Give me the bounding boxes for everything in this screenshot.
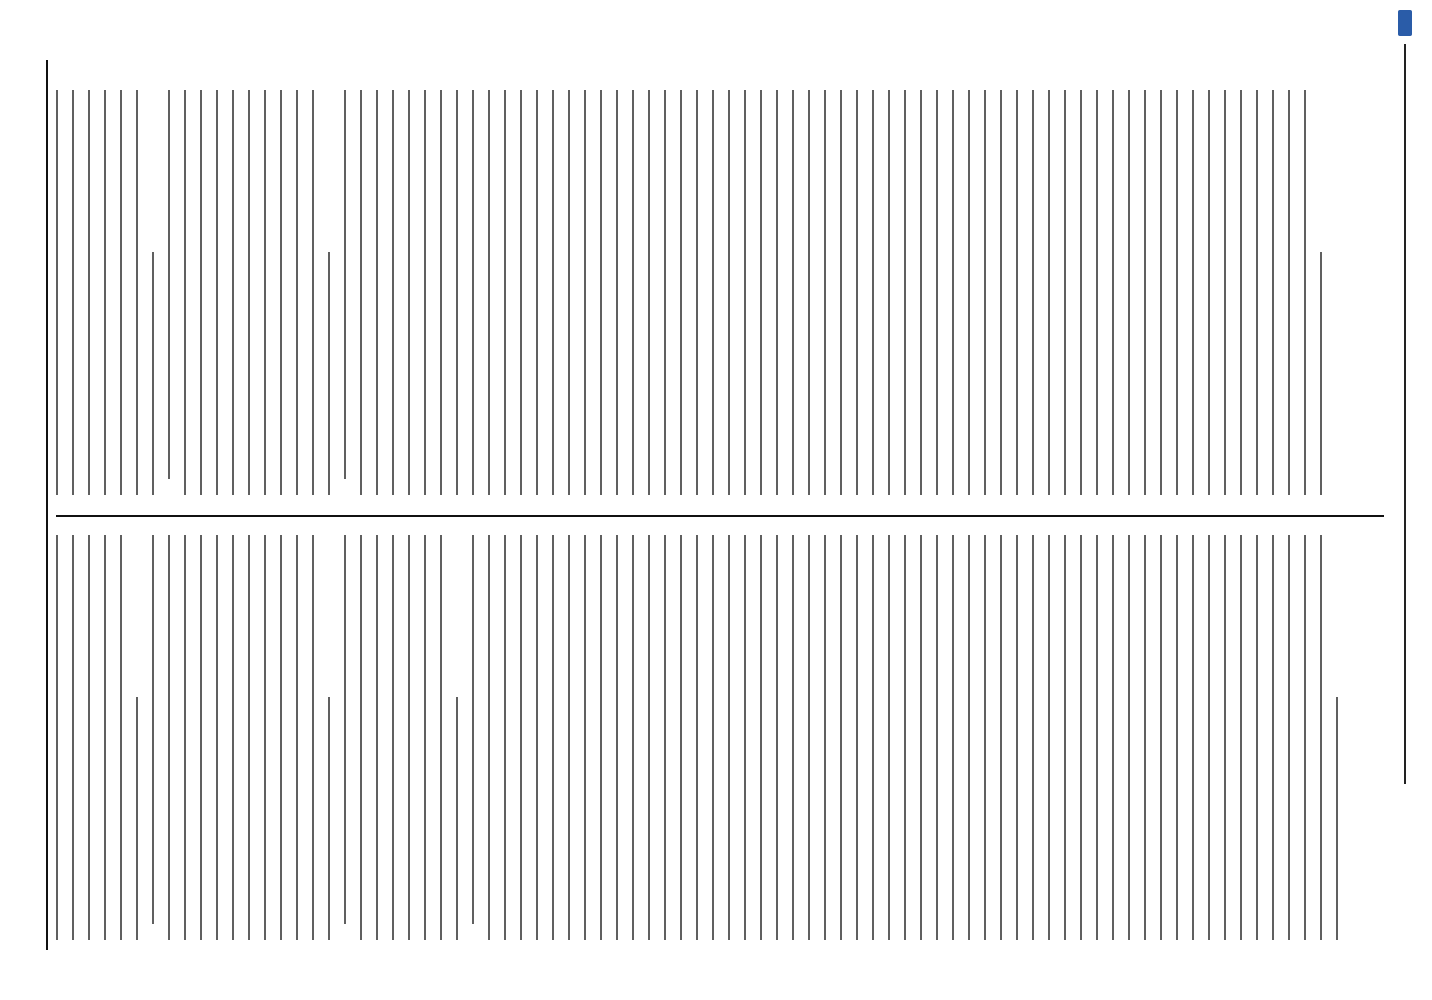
text-line <box>616 535 618 940</box>
text-line <box>568 535 570 940</box>
text-line <box>1000 90 1002 495</box>
text-line <box>712 535 714 940</box>
text-line <box>920 535 922 940</box>
text-line <box>952 535 954 940</box>
text-line <box>296 535 298 940</box>
text-line <box>136 697 138 940</box>
text-line <box>1144 535 1146 940</box>
left-column <box>56 535 1388 940</box>
text-line <box>72 90 74 495</box>
text-line <box>312 90 314 495</box>
text-line <box>1176 535 1178 940</box>
text-line <box>840 535 842 940</box>
text-line <box>1224 90 1226 495</box>
left-column-text <box>56 535 1352 940</box>
text-line <box>1112 535 1114 940</box>
text-line <box>56 90 58 495</box>
text-line <box>200 535 202 940</box>
text-line <box>696 90 698 495</box>
text-line <box>1208 90 1210 495</box>
right-column <box>56 90 1388 495</box>
text-line <box>536 535 538 940</box>
text-line <box>456 697 458 940</box>
text-line <box>808 535 810 940</box>
text-line <box>824 535 826 940</box>
text-line <box>344 535 346 924</box>
text-line <box>1256 535 1258 940</box>
text-line <box>136 90 138 495</box>
text-line <box>1112 90 1114 495</box>
text-line <box>392 90 394 495</box>
text-line <box>152 535 154 924</box>
text-line <box>520 90 522 495</box>
text-line <box>1176 90 1178 495</box>
text-line <box>648 535 650 940</box>
text-line <box>360 90 362 495</box>
text-line <box>936 90 938 495</box>
text-line <box>1272 535 1274 940</box>
text-line <box>376 90 378 495</box>
text-line <box>952 90 954 495</box>
text-line <box>120 90 122 495</box>
text-line <box>1160 535 1162 940</box>
text-line <box>88 535 90 940</box>
text-line <box>1128 535 1130 940</box>
text-line <box>1320 252 1322 495</box>
text-line <box>1032 90 1034 495</box>
text-line <box>296 90 298 495</box>
text-line <box>984 90 986 495</box>
text-line <box>568 90 570 495</box>
text-line <box>888 90 890 495</box>
text-line <box>72 535 74 940</box>
text-line <box>872 90 874 495</box>
text-line <box>1288 90 1290 495</box>
text-line <box>328 697 330 940</box>
text-line <box>312 535 314 940</box>
text-line <box>184 535 186 940</box>
text-line <box>168 90 170 479</box>
text-line <box>184 90 186 495</box>
text-line <box>408 535 410 940</box>
sidebar-note <box>1402 24 1416 984</box>
text-line <box>1048 535 1050 940</box>
text-line <box>120 535 122 940</box>
text-line <box>56 535 58 940</box>
text-line <box>1192 535 1194 940</box>
text-line <box>328 252 330 495</box>
text-line <box>104 535 106 940</box>
text-line <box>792 535 794 940</box>
text-line <box>280 535 282 940</box>
text-line <box>776 90 778 495</box>
text-line <box>696 535 698 940</box>
text-line <box>1064 535 1066 940</box>
text-line <box>536 90 538 495</box>
text-line <box>1016 90 1018 495</box>
text-line <box>920 90 922 495</box>
text-line <box>552 90 554 495</box>
text-line <box>648 90 650 495</box>
text-line <box>872 535 874 940</box>
text-line <box>1128 90 1130 495</box>
text-line <box>984 535 986 940</box>
text-line <box>88 90 90 495</box>
text-line <box>248 535 250 940</box>
text-line <box>904 90 906 495</box>
text-line <box>1304 90 1306 495</box>
text-line <box>856 90 858 495</box>
text-line <box>888 535 890 940</box>
text-line <box>264 90 266 495</box>
text-line <box>1256 90 1258 495</box>
text-line <box>520 535 522 940</box>
text-line <box>728 535 730 940</box>
text-line <box>904 535 906 940</box>
text-line <box>456 90 458 495</box>
text-line <box>504 535 506 940</box>
text-line <box>760 535 762 940</box>
text-line <box>360 535 362 940</box>
text-line <box>552 535 554 940</box>
text-line <box>1000 535 1002 940</box>
text-line <box>1336 697 1338 940</box>
text-line <box>488 535 490 940</box>
text-line <box>680 90 682 495</box>
page-header <box>8 60 42 950</box>
text-line <box>104 90 106 495</box>
text-line <box>968 90 970 495</box>
header-rule <box>46 60 48 950</box>
text-line <box>792 90 794 495</box>
text-line <box>232 90 234 495</box>
text-line <box>744 535 746 940</box>
text-line <box>1080 535 1082 940</box>
text-line <box>760 90 762 495</box>
text-line <box>744 90 746 495</box>
text-line <box>936 535 938 940</box>
text-line <box>1080 90 1082 495</box>
text-line <box>808 90 810 495</box>
column-divider <box>56 515 1390 517</box>
text-line <box>840 90 842 495</box>
text-line <box>1032 535 1034 940</box>
text-line <box>680 535 682 940</box>
text-line <box>584 90 586 495</box>
text-line <box>1288 535 1290 940</box>
text-line <box>728 90 730 495</box>
text-line <box>664 535 666 940</box>
text-line <box>440 90 442 495</box>
text-line <box>1320 535 1322 940</box>
text-line <box>1160 90 1162 495</box>
text-line <box>1144 90 1146 495</box>
text-line <box>408 90 410 495</box>
text-line <box>168 535 170 940</box>
text-line <box>440 535 442 940</box>
text-line <box>472 90 474 495</box>
text-line <box>504 90 506 495</box>
text-line <box>280 90 282 495</box>
text-line <box>152 252 154 495</box>
right-column-text <box>56 90 1336 495</box>
text-line <box>232 535 234 940</box>
text-line <box>1096 535 1098 940</box>
text-line <box>216 90 218 495</box>
text-line <box>488 90 490 495</box>
text-line <box>632 535 634 940</box>
text-line <box>664 90 666 495</box>
text-line <box>200 90 202 495</box>
text-line <box>264 535 266 940</box>
text-line <box>600 90 602 495</box>
text-line <box>1192 90 1194 495</box>
text-line <box>584 535 586 940</box>
text-line <box>216 535 218 940</box>
text-line <box>248 90 250 495</box>
text-line <box>1064 90 1066 495</box>
text-line <box>1272 90 1274 495</box>
text-line <box>1240 535 1242 940</box>
text-line <box>376 535 378 940</box>
text-line <box>1224 535 1226 940</box>
text-line <box>1208 535 1210 940</box>
text-line <box>1016 535 1018 940</box>
text-line <box>776 535 778 940</box>
text-line <box>856 535 858 940</box>
digitization-sidebar <box>1384 0 1432 1000</box>
text-line <box>472 535 474 924</box>
text-line <box>1304 535 1306 940</box>
text-line <box>968 535 970 940</box>
text-line <box>344 90 346 479</box>
text-line <box>712 90 714 495</box>
text-line <box>392 535 394 940</box>
text-line <box>1240 90 1242 495</box>
text-line <box>424 535 426 940</box>
text-line <box>824 90 826 495</box>
text-line <box>616 90 618 495</box>
text-line <box>1096 90 1098 495</box>
text-line <box>424 90 426 495</box>
text-line <box>600 535 602 940</box>
text-line <box>632 90 634 495</box>
text-line <box>1048 90 1050 495</box>
